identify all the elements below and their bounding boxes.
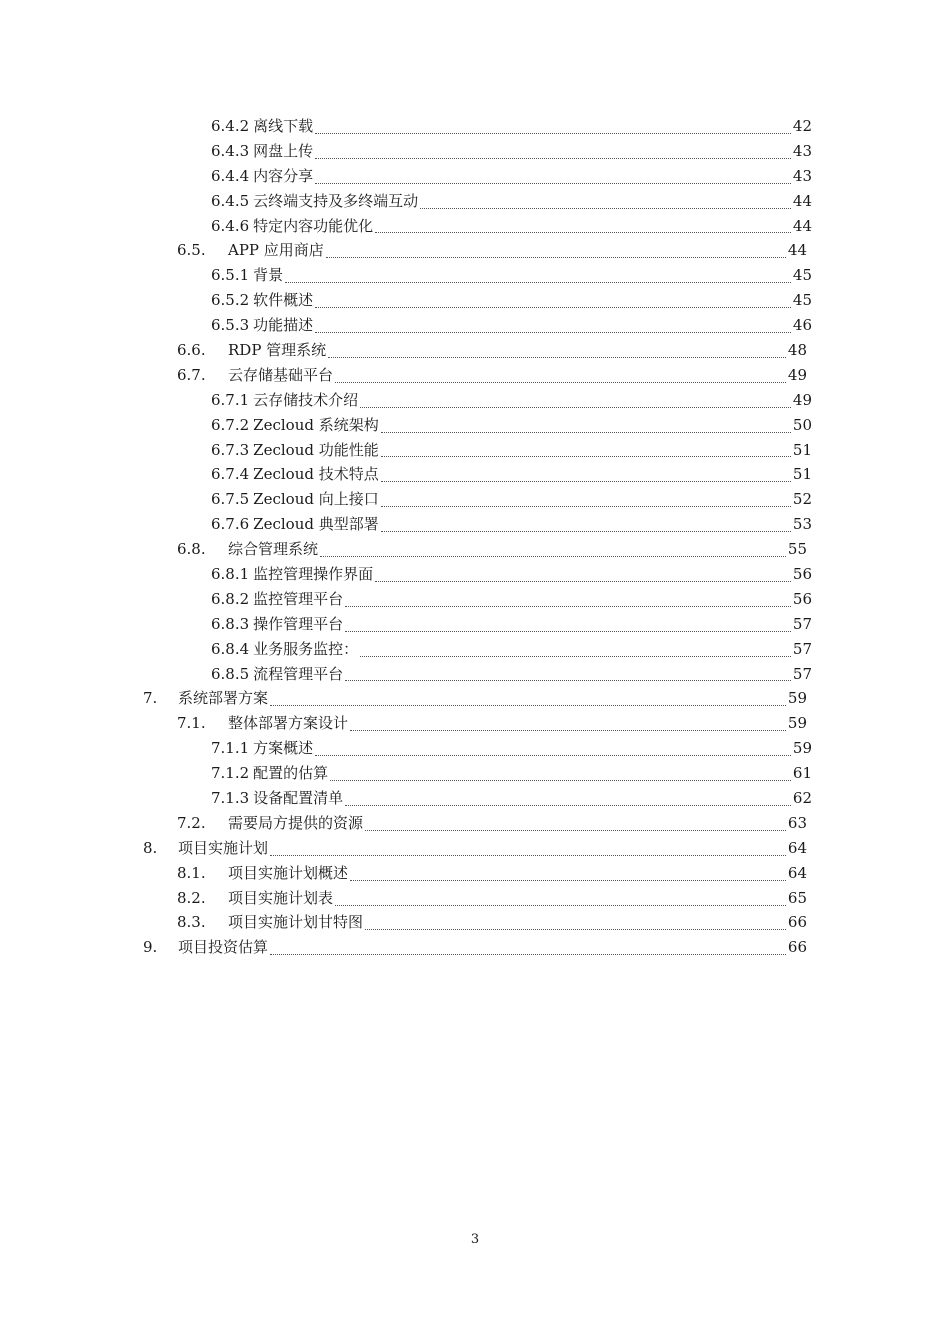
toc-entry-page: 59 bbox=[787, 689, 807, 708]
toc-entry[interactable] bbox=[0, 911, 950, 936]
toc-entry[interactable] bbox=[0, 662, 950, 687]
toc-entry[interactable] bbox=[0, 587, 950, 612]
toc-entry-title: 监控管理平台 bbox=[253, 589, 344, 608]
toc-entry[interactable] bbox=[0, 886, 950, 911]
toc-entry-page: 52 bbox=[792, 490, 812, 509]
toc-dot-leader bbox=[315, 307, 791, 308]
toc-entry-number: 8.1. bbox=[177, 863, 206, 882]
toc-entry-title: 项目实施计划 bbox=[178, 838, 269, 857]
toc-dot-leader bbox=[365, 929, 786, 930]
toc-entry[interactable] bbox=[0, 238, 950, 263]
toc-entry-page: 57 bbox=[792, 614, 812, 633]
toc-entry-page: 50 bbox=[792, 415, 812, 434]
toc-entry-title: 设备配置清单 bbox=[253, 788, 344, 807]
toc-entry-number: 8.3. bbox=[177, 913, 206, 932]
toc-entry[interactable] bbox=[0, 462, 950, 487]
toc-entry-number: 6.6. bbox=[177, 340, 206, 359]
toc-entry[interactable] bbox=[0, 338, 950, 363]
toc-entry-number: 6.4.2 bbox=[211, 116, 250, 135]
toc-entry[interactable] bbox=[0, 313, 950, 338]
toc-entry-page: 45 bbox=[792, 291, 812, 310]
toc-entry[interactable] bbox=[0, 214, 950, 239]
toc-entry-title: 网盘上传 bbox=[253, 141, 314, 160]
toc-entry[interactable] bbox=[0, 537, 950, 562]
toc-entry-number: 6.7.3 bbox=[211, 440, 250, 459]
toc-entry-title: 功能描述 bbox=[253, 316, 314, 335]
toc-entry-title: 离线下载 bbox=[253, 116, 314, 135]
toc-entry-page: 62 bbox=[792, 788, 812, 807]
toc-entry-number: 7.1.2 bbox=[211, 764, 250, 783]
toc-entry-number: 6.8.5 bbox=[211, 664, 250, 683]
toc-entry-title: APP 应用商店 bbox=[228, 241, 324, 260]
toc-entry-number: 6.7.4 bbox=[211, 465, 250, 484]
toc-entry-title: 背景 bbox=[253, 266, 284, 285]
toc-entry-page: 48 bbox=[787, 340, 807, 359]
toc-entry-page: 64 bbox=[787, 838, 807, 857]
toc-entry-title: Zecloud 功能性能 bbox=[253, 440, 379, 459]
toc-entry-title: 云存储技术介绍 bbox=[253, 390, 359, 409]
toc-entry-title: 操作管理平台 bbox=[253, 614, 344, 633]
toc-entry-title: Zecloud 系统架构 bbox=[253, 415, 379, 434]
toc-entry-title: 项目实施计划甘特图 bbox=[228, 913, 364, 932]
toc-dot-leader bbox=[315, 755, 791, 756]
toc-entry-page: 51 bbox=[792, 465, 812, 484]
toc-entry[interactable] bbox=[0, 189, 950, 214]
toc-dot-leader bbox=[381, 506, 791, 507]
toc-dot-leader bbox=[375, 232, 791, 233]
toc-entry[interactable] bbox=[0, 114, 950, 139]
toc-entry[interactable] bbox=[0, 263, 950, 288]
toc-dot-leader bbox=[285, 282, 791, 283]
toc-entry[interactable] bbox=[0, 413, 950, 438]
toc-entry-page: 51 bbox=[792, 440, 812, 459]
toc-entry-number: 6.5.1 bbox=[211, 266, 250, 285]
toc-entry-title: 流程管理平台 bbox=[253, 664, 344, 683]
toc-entry-number: 6.4.6 bbox=[211, 216, 250, 235]
toc-entry-title: 整体部署方案设计 bbox=[228, 714, 349, 733]
toc-entry-number: 6.7.5 bbox=[211, 490, 250, 509]
toc-entry[interactable] bbox=[0, 363, 950, 388]
toc-entry-page: 66 bbox=[787, 938, 807, 957]
toc-entry-page: 57 bbox=[792, 664, 812, 683]
toc-entry-page: 42 bbox=[792, 116, 812, 135]
toc-entry[interactable] bbox=[0, 786, 950, 811]
toc-dot-leader bbox=[381, 456, 791, 457]
toc-entry-number: 6.8.3 bbox=[211, 614, 250, 633]
toc-entry-number: 6.7.6 bbox=[211, 515, 250, 534]
toc-entry-title: 项目投资估算 bbox=[178, 938, 269, 957]
toc-entry-page: 59 bbox=[787, 714, 807, 733]
toc-entry-page: 55 bbox=[787, 540, 807, 559]
toc-entry-page: 49 bbox=[792, 390, 812, 409]
toc-dot-leader bbox=[345, 631, 791, 632]
toc-entry-title: Zecloud 典型部署 bbox=[253, 515, 379, 534]
toc-entry-title: 内容分享 bbox=[253, 166, 314, 185]
toc-entry-number: 6.8.4 bbox=[211, 639, 250, 658]
toc-entry[interactable] bbox=[0, 836, 950, 861]
toc-entry-title: RDP 管理系统 bbox=[228, 340, 327, 359]
toc-entry[interactable] bbox=[0, 164, 950, 189]
toc-entry-title: 配置的估算 bbox=[253, 764, 329, 783]
toc-entry-page: 44 bbox=[792, 216, 812, 235]
toc-entry-page: 61 bbox=[792, 764, 812, 783]
toc-entry[interactable] bbox=[0, 612, 950, 637]
toc-entry-page: 44 bbox=[792, 191, 812, 210]
toc-entry[interactable] bbox=[0, 288, 950, 313]
toc-entry-number: 8.2. bbox=[177, 888, 206, 907]
toc-entry[interactable] bbox=[0, 711, 950, 736]
toc-entry[interactable] bbox=[0, 811, 950, 836]
table-of-contents bbox=[0, 114, 950, 960]
toc-dot-leader bbox=[381, 531, 791, 532]
toc-dot-leader bbox=[345, 805, 791, 806]
toc-entry-number: 7.1. bbox=[177, 714, 206, 733]
toc-entry[interactable] bbox=[0, 438, 950, 463]
toc-entry-number: 6.4.4 bbox=[211, 166, 250, 185]
toc-dot-leader bbox=[328, 357, 786, 358]
toc-dot-leader bbox=[326, 257, 786, 258]
toc-entry-number: 7.2. bbox=[177, 813, 206, 832]
toc-entry-title: Zecloud 技术特点 bbox=[253, 465, 379, 484]
toc-entry-number: 6.4.3 bbox=[211, 141, 250, 160]
toc-dot-leader bbox=[270, 855, 786, 856]
toc-entry-title: 监控管理操作界面 bbox=[253, 564, 374, 583]
toc-dot-leader bbox=[360, 656, 791, 657]
toc-entry-page: 56 bbox=[792, 564, 812, 583]
toc-entry[interactable] bbox=[0, 562, 950, 587]
toc-entry[interactable] bbox=[0, 686, 950, 711]
toc-entry-title: 系统部署方案 bbox=[178, 689, 269, 708]
toc-dot-leader bbox=[315, 158, 791, 159]
toc-entry-number: 6.8.2 bbox=[211, 589, 250, 608]
toc-entry-title: 项目实施计划表 bbox=[228, 888, 334, 907]
page-number: 3 bbox=[470, 1232, 480, 1247]
toc-entry-number: 8. bbox=[143, 838, 158, 857]
toc-dot-leader bbox=[320, 556, 786, 557]
toc-entry[interactable] bbox=[0, 139, 950, 164]
toc-entry-page: 44 bbox=[787, 241, 807, 260]
toc-entry-title: Zecloud 向上接口 bbox=[253, 490, 379, 509]
toc-entry[interactable] bbox=[0, 736, 950, 761]
toc-entry-number: 6.5. bbox=[177, 241, 206, 260]
toc-dot-leader bbox=[350, 730, 786, 731]
toc-entry-title: 业务服务监控： bbox=[253, 639, 359, 658]
toc-entry-number: 6.5.2 bbox=[211, 291, 250, 310]
toc-entry-page: 57 bbox=[792, 639, 812, 658]
toc-entry-page: 43 bbox=[792, 141, 812, 160]
toc-entry-title: 云终端支持及多终端互动 bbox=[253, 191, 419, 210]
toc-entry-number: 6.8. bbox=[177, 540, 206, 559]
toc-dot-leader bbox=[335, 905, 786, 906]
toc-entry-page: 45 bbox=[792, 266, 812, 285]
toc-entry-title: 软件概述 bbox=[253, 291, 314, 310]
toc-entry[interactable] bbox=[0, 861, 950, 886]
toc-entry-page: 65 bbox=[787, 888, 807, 907]
toc-dot-leader bbox=[420, 208, 791, 209]
toc-entry-number: 7.1.1 bbox=[211, 739, 250, 758]
toc-entry-number: 7. bbox=[143, 689, 158, 708]
toc-entry-title: 项目实施计划概述 bbox=[228, 863, 349, 882]
toc-entry-number: 6.5.3 bbox=[211, 316, 250, 335]
toc-entry-page: 64 bbox=[787, 863, 807, 882]
toc-entry[interactable] bbox=[0, 388, 950, 413]
toc-dot-leader bbox=[381, 432, 791, 433]
toc-entry-title: 综合管理系统 bbox=[228, 540, 319, 559]
toc-entry[interactable] bbox=[0, 637, 950, 662]
toc-dot-leader bbox=[270, 954, 786, 955]
toc-dot-leader bbox=[315, 183, 791, 184]
toc-dot-leader bbox=[315, 133, 791, 134]
toc-entry-page: 49 bbox=[787, 365, 807, 384]
toc-entry-page: 53 bbox=[792, 515, 812, 534]
toc-entry[interactable] bbox=[0, 935, 950, 960]
toc-entry-page: 46 bbox=[792, 316, 812, 335]
toc-entry-number: 6.4.5 bbox=[211, 191, 250, 210]
toc-entry-title: 方案概述 bbox=[253, 739, 314, 758]
toc-dot-leader bbox=[345, 606, 791, 607]
toc-entry-number: 9. bbox=[143, 938, 158, 957]
toc-entry-title: 云存储基础平台 bbox=[228, 365, 334, 384]
toc-dot-leader bbox=[315, 332, 791, 333]
toc-entry[interactable] bbox=[0, 512, 950, 537]
toc-dot-leader bbox=[335, 382, 786, 383]
toc-entry-number: 6.8.1 bbox=[211, 564, 250, 583]
toc-dot-leader bbox=[270, 705, 786, 706]
toc-dot-leader bbox=[375, 581, 791, 582]
toc-entry[interactable] bbox=[0, 761, 950, 786]
toc-entry-number: 6.7.2 bbox=[211, 415, 250, 434]
toc-entry-page: 59 bbox=[792, 739, 812, 758]
toc-entry-number: 6.7. bbox=[177, 365, 206, 384]
toc-entry-page: 43 bbox=[792, 166, 812, 185]
toc-dot-leader bbox=[345, 680, 791, 681]
toc-entry-page: 56 bbox=[792, 589, 812, 608]
toc-dot-leader bbox=[360, 407, 791, 408]
toc-dot-leader bbox=[365, 830, 786, 831]
toc-entry[interactable] bbox=[0, 487, 950, 512]
toc-entry-page: 63 bbox=[787, 813, 807, 832]
toc-entry-title: 特定内容功能优化 bbox=[253, 216, 374, 235]
toc-entry-number: 7.1.3 bbox=[211, 788, 250, 807]
toc-dot-leader bbox=[381, 481, 791, 482]
toc-dot-leader bbox=[330, 780, 791, 781]
toc-dot-leader bbox=[350, 880, 786, 881]
toc-entry-page: 66 bbox=[787, 913, 807, 932]
toc-entry-number: 6.7.1 bbox=[211, 390, 250, 409]
toc-entry-title: 需要局方提供的资源 bbox=[228, 813, 364, 832]
